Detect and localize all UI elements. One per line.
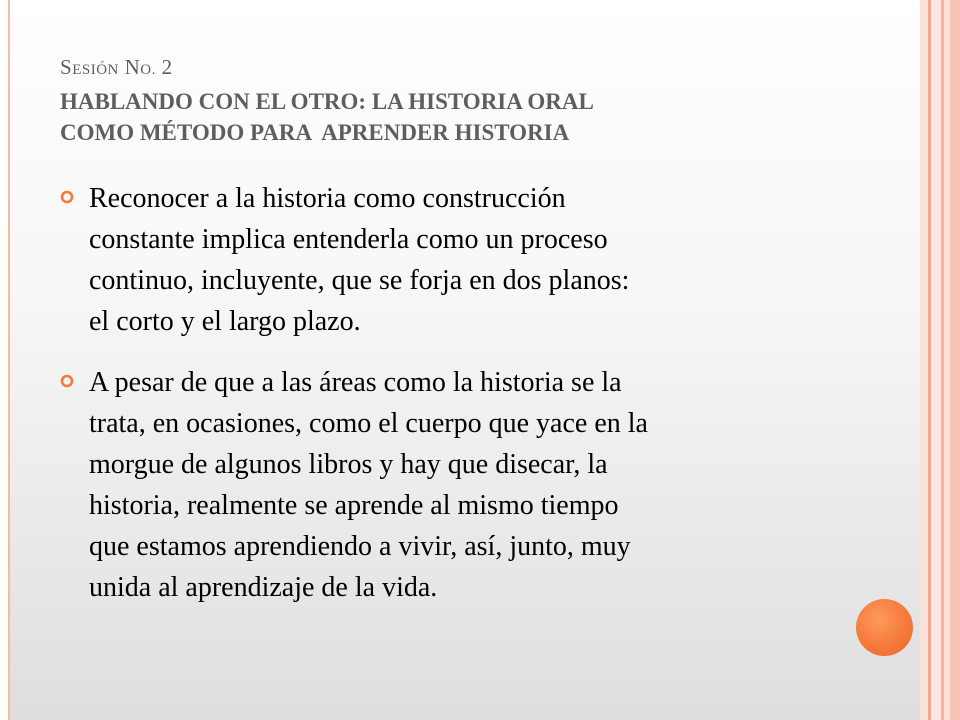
title-smallcaps: O. (140, 62, 156, 78)
ring-bullet-icon (60, 374, 74, 388)
ring-bullet-icon (60, 190, 74, 204)
bullet-line: unida al aprendizaje de la vida. (89, 572, 438, 603)
title-line: HABLANDO CON EL OTRO: LA HISTORIA ORAL (60, 89, 594, 114)
bullet-text (89, 178, 840, 342)
bullet-line: A pesar de que a las áreas como la historia se la (89, 367, 622, 398)
stripe (920, 0, 928, 720)
bullet-text (89, 362, 840, 608)
bullet-line: que estamos aprendiendo a vivir, así, junto, muy (89, 531, 631, 562)
stripe (931, 0, 941, 720)
title-initial: S (60, 55, 73, 79)
stripe (950, 0, 960, 720)
bullet-item (60, 362, 840, 608)
bullet-line: continuo, incluyente, que se forja en dos planos: (89, 265, 630, 296)
title-initial: N (124, 55, 141, 79)
session-number: 2 (161, 55, 173, 79)
bullet-line: historia, realmente se aprende al mismo tiempo (89, 490, 619, 521)
bullet-list (60, 178, 840, 628)
decorative-orange-circle (856, 599, 913, 656)
slide-title (60, 52, 820, 148)
title-line: COMO MÉTODO PARA APRENDER HISTORIA (60, 120, 570, 145)
title-session-line (60, 52, 820, 86)
bullet-line: Reconocer a la historia como construcción (89, 183, 566, 214)
bullet-line: constante implica entenderla como un proceso (89, 224, 608, 255)
bullet-item (60, 178, 840, 342)
bullet-line: trata, en ocasiones, como el cuerpo que yace en la (89, 408, 648, 439)
title-smallcaps: ESIÓN (72, 62, 119, 78)
bullet-line: morgue de algunos libros y hay que disecar, la (89, 449, 608, 480)
decorative-stripes (920, 0, 960, 720)
bullet-line: el corto y el largo plazo. (89, 306, 361, 337)
